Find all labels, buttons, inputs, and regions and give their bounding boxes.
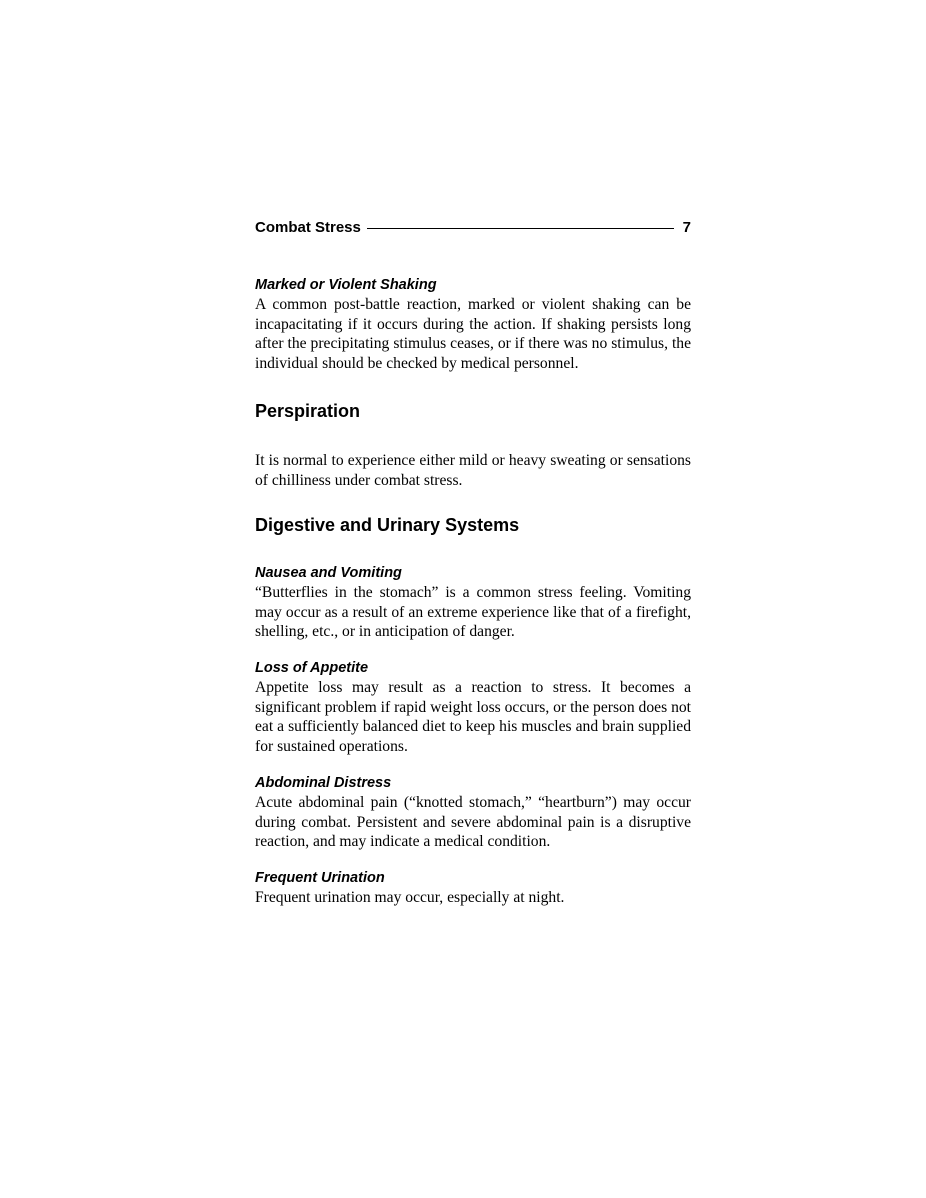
subhead-abdominal: Abdominal Distress	[255, 775, 392, 791]
section-digestive	[255, 514, 691, 536]
paragraph-perspiration: It is normal to experience either mild or heavy sweating or sensations of chilliness under combat stress.	[255, 452, 691, 489]
subhead-shaking: Marked or Violent Shaking	[255, 277, 437, 293]
section-urination	[255, 869, 691, 908]
paragraph-nausea: “Butterflies in the stomach” is a common stress feeling. Vomiting may occur as a result of an extreme experience like that of a firefight, shelling, etc., or in anticipation of danger.	[255, 584, 691, 641]
running-head-rule	[367, 228, 674, 229]
section-perspiration-body	[255, 451, 691, 490]
heading-digestive: Digestive and Urinary Systems	[255, 515, 520, 535]
running-head	[255, 216, 691, 238]
subhead-nausea: Nausea and Vomiting	[255, 565, 402, 581]
section-perspiration	[255, 400, 691, 422]
paragraph-urination: Frequent urination may occur, especially at night.	[255, 889, 565, 906]
paragraph-appetite: Appetite loss may result as a reaction to stress. It becomes a significant problem if rapid weight loss occurs, or the person does not eat a sufficiently balanced diet to keep his muscles and brain supplied for sustained operations.	[255, 679, 691, 755]
subhead-urination: Frequent Urination	[255, 870, 385, 886]
paragraph-shaking: A common post-battle reaction, marked or violent shaking can be incapacitating if it occurs during the action. If shaking persists long after the precipitating stimulus ceases, or if there was no stimulus, the individual should be checked by medical personnel.	[255, 296, 691, 372]
section-abdominal	[255, 774, 691, 852]
page-number: 7	[682, 218, 691, 236]
heading-perspiration: Perspiration	[255, 401, 361, 421]
subhead-appetite: Loss of Appetite	[255, 660, 369, 676]
section-shaking	[255, 276, 691, 373]
section-nausea	[255, 564, 691, 642]
section-appetite	[255, 659, 691, 756]
paragraph-abdominal: Acute abdominal pain (“knotted stomach,” “heartburn”) may occur during combat. Persistent and severe abdominal pain is a disruptive reaction, and may indicate a medical condition.	[255, 794, 691, 851]
running-head-title: Combat Stress	[255, 218, 361, 236]
